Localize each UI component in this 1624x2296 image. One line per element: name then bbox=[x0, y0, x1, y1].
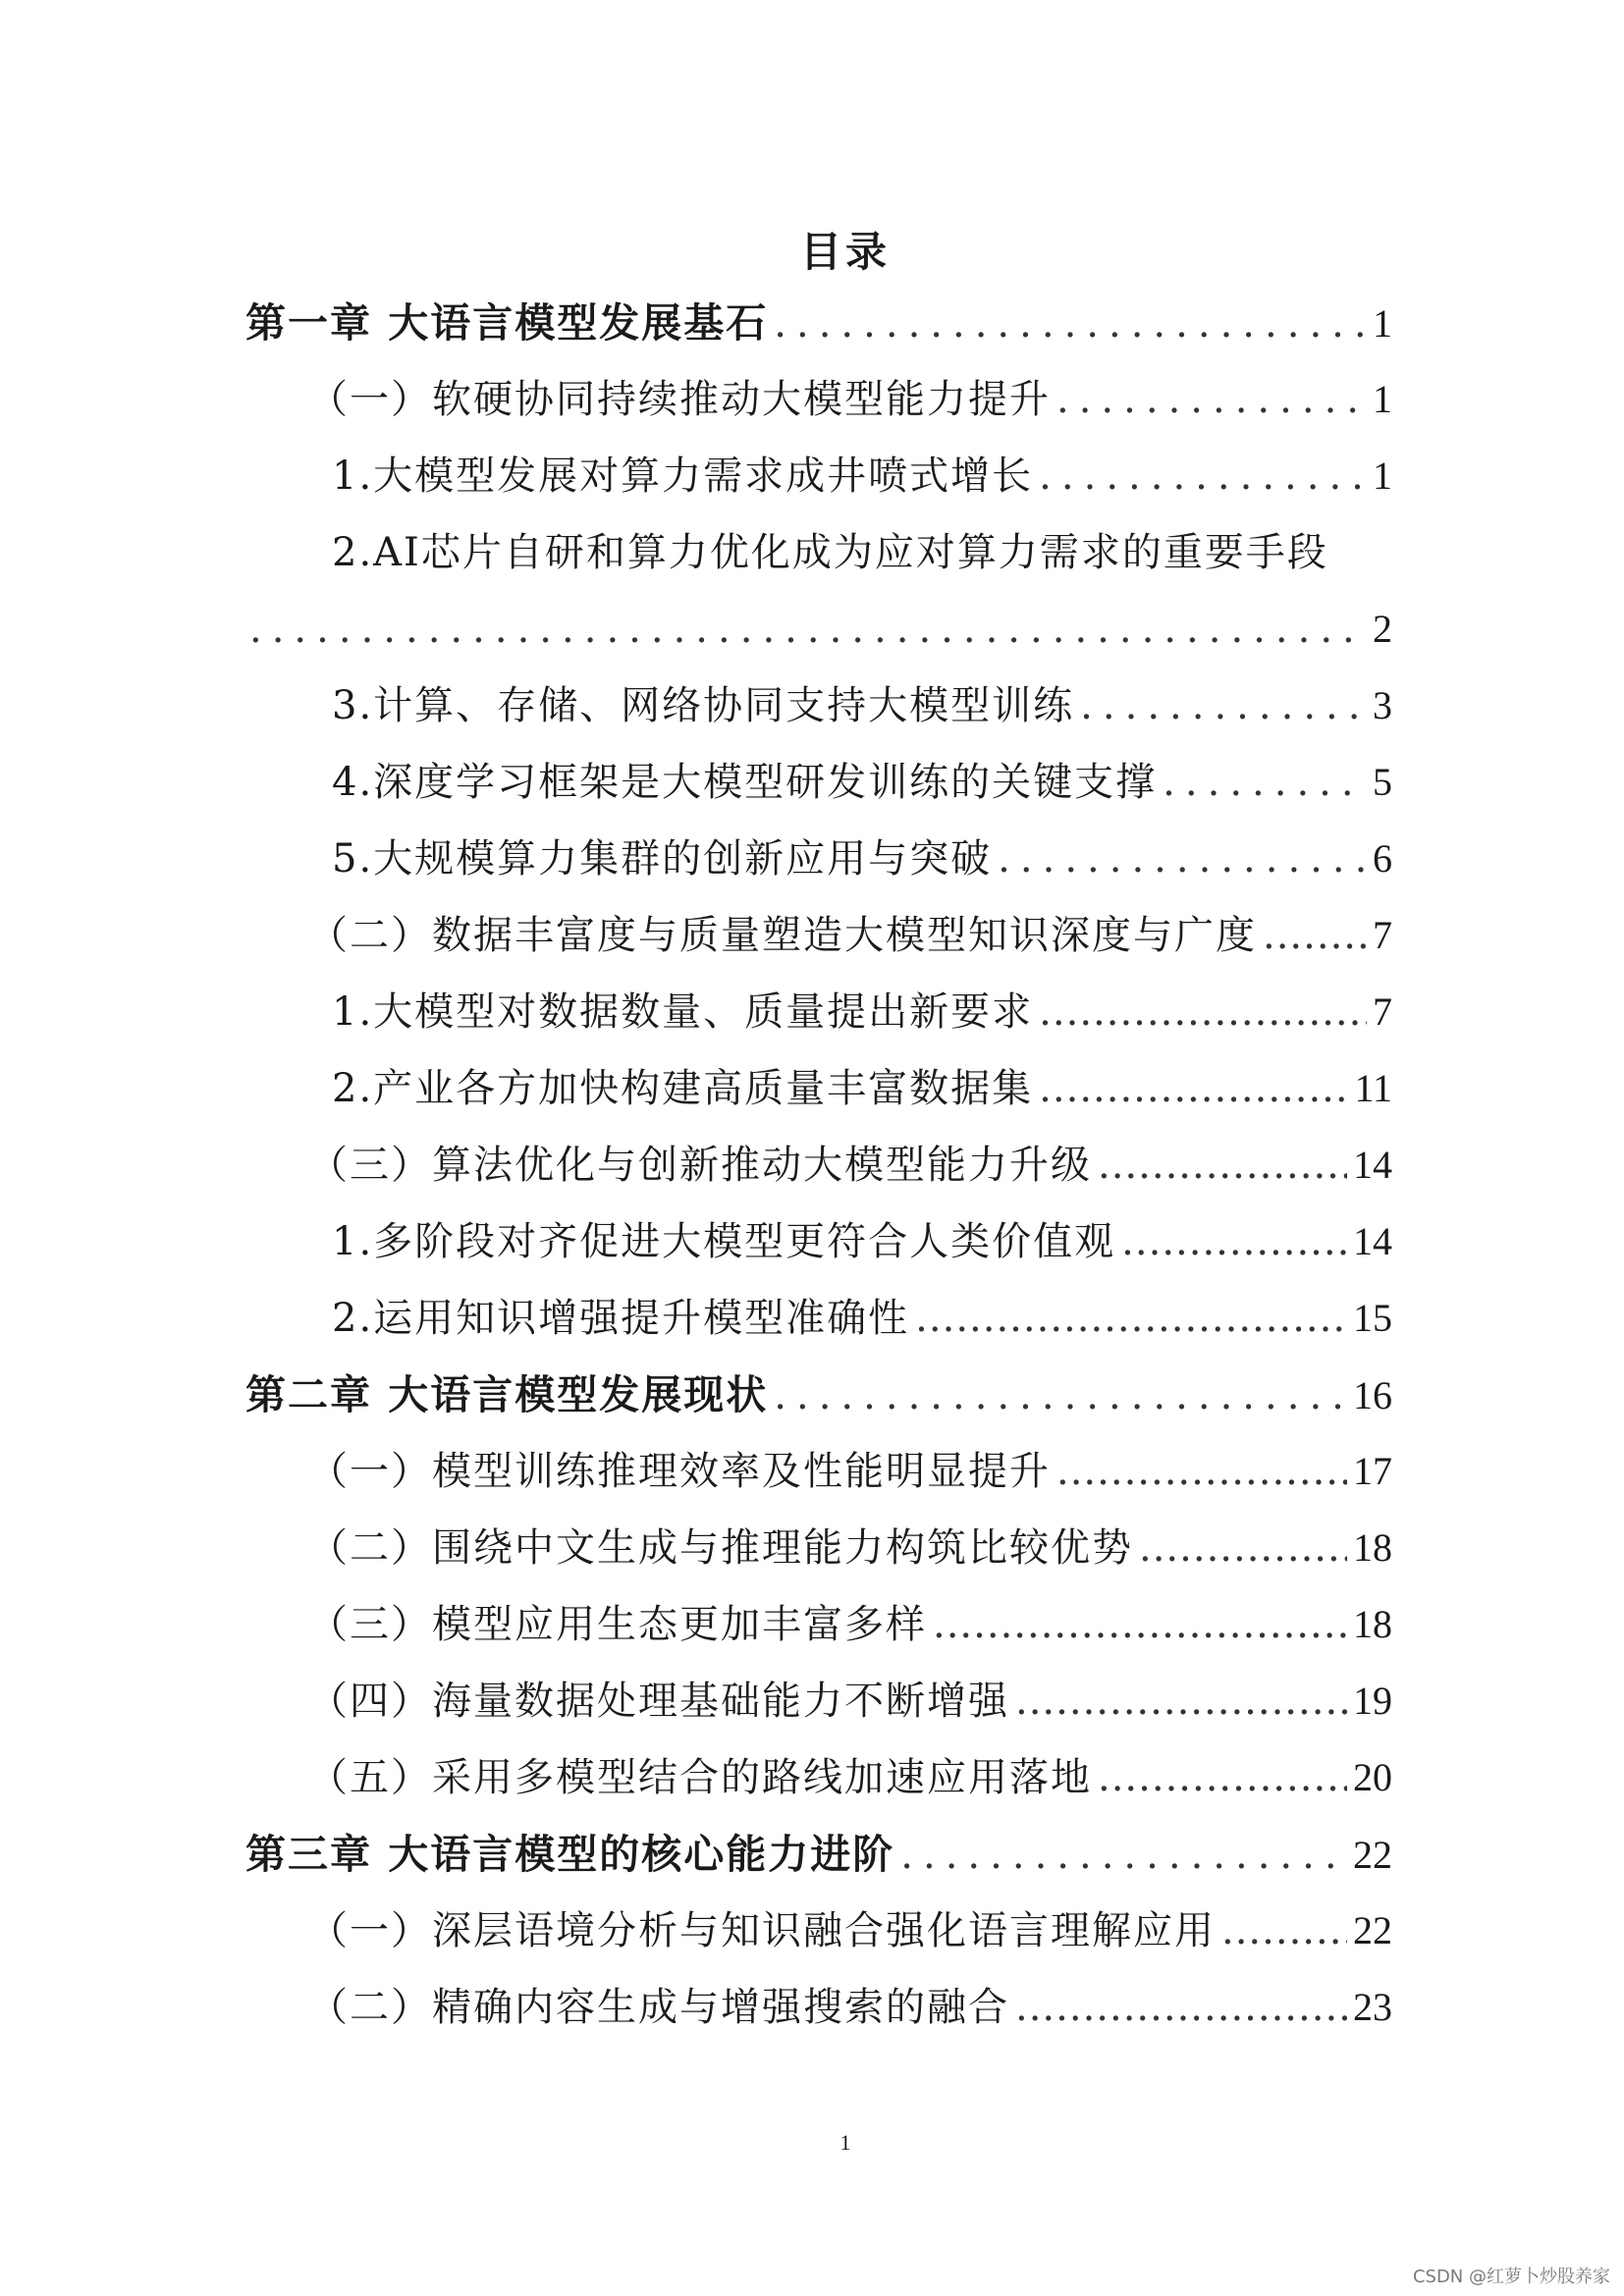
toc-entry-page: 6 bbox=[1373, 836, 1392, 881]
toc-entry-page: 14 bbox=[1353, 1143, 1392, 1187]
toc-entry-text: 1.大模型发展对算力需求成井喷式增长 bbox=[332, 454, 1034, 499]
dot-leader bbox=[900, 1817, 1347, 1894]
dot-leader bbox=[1221, 1893, 1347, 1969]
toc-entry-page: 1 bbox=[1373, 301, 1392, 346]
toc-entry-text: 5.大规模算力集群的创新应用与突破 bbox=[332, 836, 993, 881]
page-number: 1 bbox=[839, 2130, 851, 2155]
toc-entry-page: 1 bbox=[1373, 377, 1392, 421]
watermark: CSDN @红萝卜炒股养家 bbox=[1412, 2267, 1610, 2287]
dot-leader bbox=[1039, 974, 1367, 1050]
dot-leader bbox=[774, 1358, 1347, 1434]
toc-entry-page: 16 bbox=[1353, 1373, 1392, 1417]
toc-entry-text: 第一章 大语言模型发展基石 bbox=[245, 299, 769, 347]
dot-leader bbox=[1015, 1969, 1347, 2046]
toc-entry-page: 3 bbox=[1373, 683, 1392, 727]
toc-entry-page: 14 bbox=[1353, 1219, 1392, 1263]
toc-entry-item[interactable] bbox=[245, 744, 1392, 821]
toc-entry-chapter[interactable] bbox=[245, 1816, 1392, 1893]
toc-entry-text: 1.多阶段对齐促进大模型更符合人类价值观 bbox=[332, 1219, 1116, 1264]
toc-entry-page: 18 bbox=[1353, 1602, 1392, 1646]
toc-entry-page: 7 bbox=[1373, 913, 1392, 957]
toc-entry-section[interactable] bbox=[245, 1586, 1392, 1663]
toc-entry-item[interactable] bbox=[245, 1203, 1392, 1280]
toc-entry-continuation[interactable] bbox=[245, 591, 1392, 667]
toc-entry-text: 3.计算、存储、网络协同支持大模型训练 bbox=[332, 683, 1075, 728]
toc-entry-chapter[interactable] bbox=[245, 285, 1392, 361]
toc-entry-item[interactable] bbox=[245, 974, 1392, 1050]
toc-title: 目录 bbox=[799, 228, 891, 276]
toc-entry-section[interactable] bbox=[245, 1510, 1392, 1586]
toc-entry-text: 4.深度学习框架是大模型研发训练的关键支撑 bbox=[332, 760, 1158, 805]
toc-entry-text: 2.AI芯片自研和算力优化成为应对算力需求的重要手段 bbox=[332, 530, 1328, 575]
toc-entry-text: 2.运用知识增强提升模型准确性 bbox=[332, 1296, 910, 1341]
toc-entry-text: （三）算法优化与创新推动大模型能力升级 bbox=[308, 1143, 1092, 1188]
dot-leader bbox=[1015, 1663, 1347, 1739]
toc-entry-text: （三）模型应用生态更加丰富多样 bbox=[308, 1602, 927, 1647]
dot-leader bbox=[1056, 1433, 1347, 1510]
toc-entry-page: 18 bbox=[1353, 1525, 1392, 1570]
toc-entry-page: 2 bbox=[1373, 607, 1392, 651]
toc-entry-page: 20 bbox=[1353, 1755, 1392, 1799]
toc-entry-section[interactable] bbox=[245, 1739, 1392, 1816]
toc-entry-section[interactable] bbox=[245, 361, 1392, 438]
dot-leader bbox=[1139, 1510, 1347, 1586]
dot-leader bbox=[1056, 361, 1367, 438]
dot-leader bbox=[1263, 897, 1367, 974]
toc-entry-page: 7 bbox=[1373, 989, 1392, 1034]
toc-entry-text: 1.大模型对数据数量、质量提出新要求 bbox=[332, 989, 1034, 1035]
dot-leader bbox=[1039, 1050, 1348, 1127]
toc-entry-text: （四）海量数据处理基础能力不断增强 bbox=[308, 1679, 1009, 1724]
toc-entry-section[interactable] bbox=[245, 1433, 1392, 1510]
toc-entry-text: （一）深层语境分析与知识融合强化语言理解应用 bbox=[308, 1908, 1216, 1953]
dot-leader bbox=[1039, 438, 1367, 514]
toc-entry-text: （一）模型训练推理效率及性能明显提升 bbox=[308, 1449, 1051, 1494]
toc-entry-section[interactable] bbox=[245, 1893, 1392, 1969]
toc-entry-page: 22 bbox=[1353, 1908, 1392, 1952]
toc-entry-text: （五）采用多模型结合的路线加速应用落地 bbox=[308, 1755, 1092, 1800]
dot-leader bbox=[1080, 667, 1367, 744]
toc-entry-page: 22 bbox=[1353, 1833, 1392, 1877]
dot-leader bbox=[1098, 1739, 1347, 1816]
toc-entry-page: 19 bbox=[1353, 1679, 1392, 1723]
dot-leader bbox=[249, 591, 1367, 667]
toc-entry-section[interactable] bbox=[245, 897, 1392, 974]
toc-entry-item[interactable] bbox=[245, 667, 1392, 744]
dot-leader bbox=[1098, 1127, 1347, 1203]
table-of-contents bbox=[245, 285, 1392, 2046]
toc-entry-page: 11 bbox=[1354, 1066, 1392, 1110]
toc-entry-section[interactable] bbox=[245, 1663, 1392, 1739]
toc-entry-item[interactable] bbox=[245, 1050, 1392, 1127]
toc-entry-page: 23 bbox=[1353, 1985, 1392, 2029]
dot-leader bbox=[933, 1586, 1347, 1663]
toc-entry-item[interactable] bbox=[245, 514, 1392, 591]
toc-entry-chapter[interactable] bbox=[245, 1357, 1392, 1433]
dot-leader bbox=[1163, 744, 1367, 821]
toc-entry-text: 第二章 大语言模型发展现状 bbox=[245, 1371, 769, 1418]
toc-entry-page: 17 bbox=[1353, 1449, 1392, 1493]
toc-entry-text: （二）围绕中文生成与推理能力构筑比较优势 bbox=[308, 1525, 1133, 1571]
toc-entry-text: （一）软硬协同持续推动大模型能力提升 bbox=[308, 377, 1051, 422]
toc-entry-text: 2.产业各方加快构建高质量丰富数据集 bbox=[332, 1066, 1034, 1111]
toc-entry-page: 5 bbox=[1373, 760, 1392, 804]
toc-entry-page: 15 bbox=[1353, 1296, 1392, 1340]
toc-entry-item[interactable] bbox=[245, 438, 1392, 514]
toc-entry-text: 第三章 大语言模型的核心能力进阶 bbox=[245, 1831, 895, 1878]
toc-entry-item[interactable] bbox=[245, 1280, 1392, 1357]
dot-leader bbox=[774, 286, 1367, 362]
dot-leader bbox=[915, 1280, 1347, 1357]
dot-leader bbox=[998, 821, 1367, 897]
toc-entry-section[interactable] bbox=[245, 1969, 1392, 2046]
dot-leader bbox=[1121, 1203, 1347, 1280]
toc-entry-section[interactable] bbox=[245, 1127, 1392, 1203]
toc-entry-page: 1 bbox=[1373, 454, 1392, 498]
toc-entry-text: （二）数据丰富度与质量塑造大模型知识深度与广度 bbox=[308, 913, 1257, 958]
toc-entry-text: （二）精确内容生成与增强搜索的融合 bbox=[308, 1985, 1009, 2030]
toc-entry-item[interactable] bbox=[245, 821, 1392, 897]
